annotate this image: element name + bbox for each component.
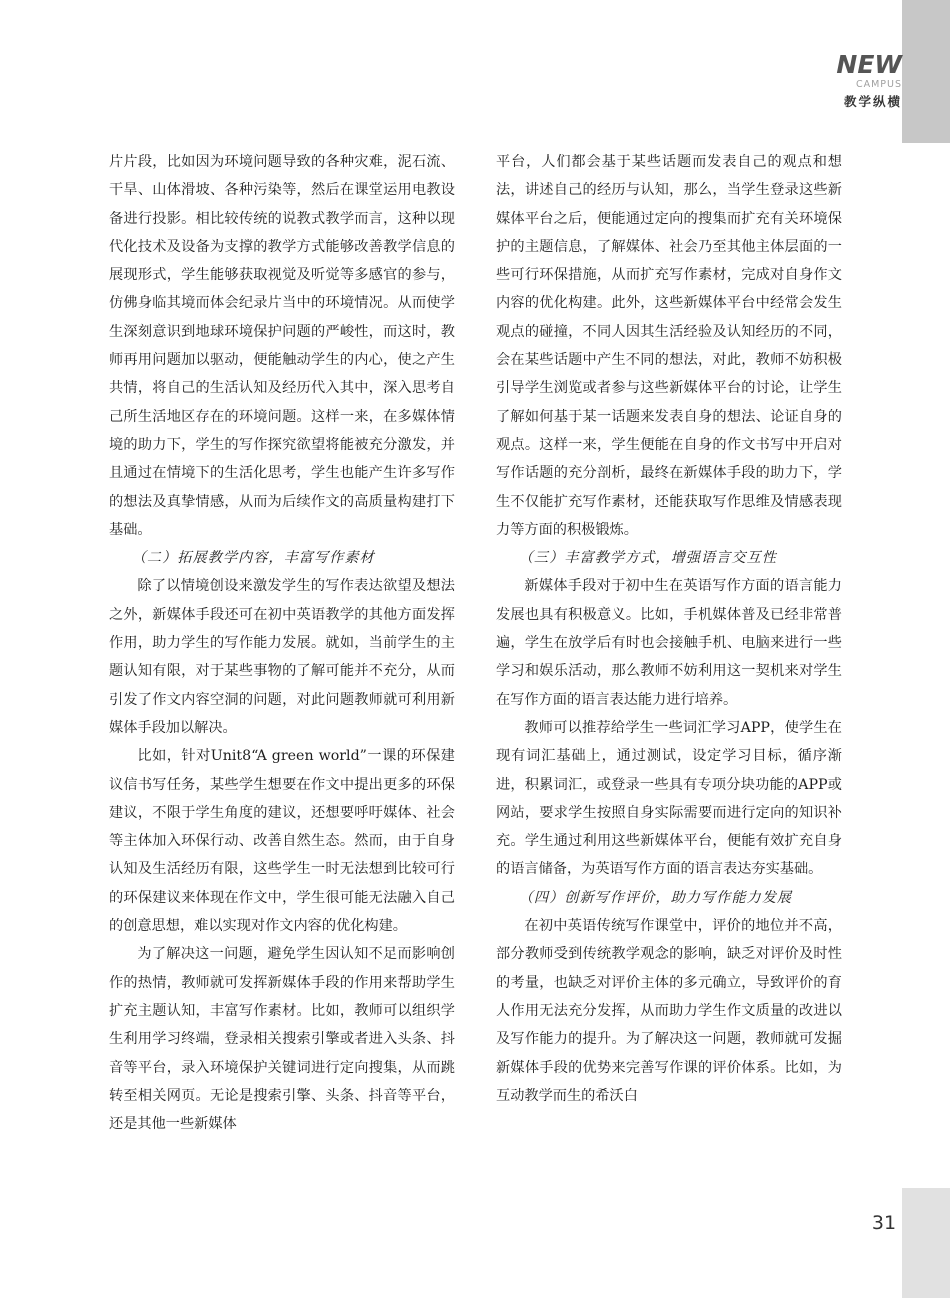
side-bar-top-block xyxy=(902,0,950,143)
side-decoration-bar xyxy=(902,0,950,1298)
body-paragraph: 片片段，比如因为环境问题导致的各种灾难，泥石流、干旱、山体滑坡、各种污染等，然后在课堂运用电教设备进行投影。相比较传统的说教式教学而言，这种以现代化技术及设备为支撑的教学方式能够改善教学信息的展现形式，学生能够获取视觉及听觉等多感官的参与，仿佛身临其境而体会纪录片当中的环境情况。从而使学生深刻意识到地球环境保护问题的严峻性，而这时，教师再用问题加以驱动，便能触动学生的内心，使之产生共情，将自己的生活认知及经历代入其中，深入思考自己所生活地区存在的环境问题。这样一来，在多媒体情境的助力下，学生的写作探究欲望将能被充分激发，并且通过在情境下的生活化思考，学生也能产生许多写作的想法及真挚情感，从而为后续作文的高质量构建打下基础。 xyxy=(109,154,455,538)
logo-new-text: NEW xyxy=(836,50,902,79)
body-paragraph: 除了以情境创设来激发学生的写作表达欲望及想法之外，新媒体手段还可在初中英语教学的其他方面发挥作用，助力学生的写作能力发展。就如，当前学生的主题认知有限，对于某些事物的了解可能并不充分，从而引发了作文内容空洞的问题，对此问题教师就可利用新媒体手段加以解决。 xyxy=(109,578,455,736)
section-heading: （二）拓展教学内容，丰富写作素材 xyxy=(131,550,375,567)
body-paragraph: 教师可以推荐给学生一些词汇学习APP，使学生在现有词汇基础上，通过测试，设定学习目标，循序渐进，积累词汇，或登录一些具有专项分块功能的APP或网站，要求学生按照自身实际需要而进行定向的知识补充。学生通过利用这些新媒体平台，便能有效扩充自身的语言储备，为英语写作方面的语言表达夯实基础。 xyxy=(496,719,842,878)
side-bar-bottom-block xyxy=(902,1188,950,1298)
body-paragraph: 为了解决这一问题，避免学生因认知不足而影响创作的热情，教师就可发挥新媒体手段的作用来帮助学生扩充主题认知，丰富写作素材。比如，教师可以组织学生利用学习终端，登录相关搜索引擎或者进入头条、抖音等平台，录入环境保护关键词进行定向搜集，从而跳转至相关网页。无论是搜索引擎、头条、抖音等平台，还是其他一些新媒体 xyxy=(109,946,455,1133)
body-paragraph: 新媒体手段对于初中生在英语写作方面的语言能力发展也具有积极意义。比如，手机媒体普及已经非常普遍，学生在放学后有时也会接触手机、电脑来进行一些学习和娱乐活动，那么教师不妨利用这一契机来对学生在写作方面的语言表达能力进行培养。 xyxy=(496,578,842,708)
section-heading: （三）丰富教学方式，增强语言交互性 xyxy=(518,550,777,567)
right-text-column xyxy=(496,148,842,1110)
body-paragraph: 在初中英语传统写作课堂中，评价的地位并不高，部分教师受到传统教学观念的影响，缺乏对评价及时性的考量，也缺乏对评价主体的多元确立，导致评价的育人作用无法充分发挥，从而助力学生作文质量的改进以及写作能力的提升。为了解决这一问题，教师就可发掘新媒体手段的优势来完善写作课的评价体系。比如，为互动教学而生的希沃白 xyxy=(496,918,842,1104)
logo-campus-text: CAMPUS xyxy=(855,79,902,90)
section-heading: （四）创新写作评价，助力写作能力发展 xyxy=(518,889,793,906)
section-title: 教学纵横 xyxy=(843,94,902,109)
page-number: 31 xyxy=(871,1212,897,1234)
body-paragraph: 比如，针对Unit8“A green world”一课的环保建议信书写任务，某些学生想要在作文中提出更多的环保建议，不限于学生角度的建议，还想要呼吁媒体、社会等主体加入环保行动、改善自然生态。然而，由于自身认知及生活经历有限，这些学生一时无法想到比较可行的环保建议来体现在作文中，学生很可能无法融入自己的创意思想，难以实现对作文内容的优化构建。 xyxy=(109,748,455,935)
body-paragraph: 平台，人们都会基于某些话题而发表自己的观点和想法，讲述自己的经历与认知，那么，当学生登录这些新媒体平台之后，便能通过定向的搜集而扩充有关环境保护的主题信息，了解媒体、社会乃至其他主体层面的一些可行环保措施，从而扩充写作素材，完成对自身作文内容的优化构建。此外，这些新媒体平台中经常会发生观点的碰撞，不同人因其生活经验及认知经历的不同，会在某些话题中产生不同的想法，对此，教师不妨积极引导学生浏览或者参与这些新媒体平台的讨论，让学生了解如何基于某一话题来发表自身的想法、论证自身的观点。这样一来，学生便能在自身的作文书写中开启对写作话题的充分剖析，最终在新媒体手段的助力下，学生不仅能扩充写作素材，还能获取写作思维及情感表现力等方面的积极锻炼。 xyxy=(496,154,842,538)
left-text-column xyxy=(109,148,455,1138)
magazine-logo xyxy=(818,52,902,111)
